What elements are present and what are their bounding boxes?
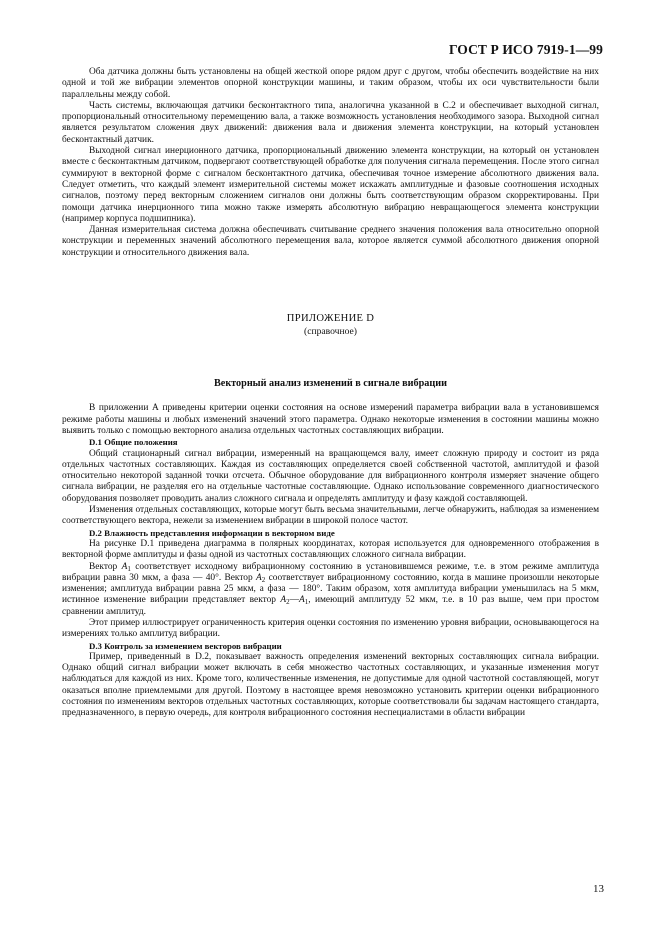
intro-paragraph: Часть системы, включающая датчики бесконтактного типа, аналогична указанной в С.2 и обеспечивает выходной сигнал, пропорциональный относительному перемещению вала, а также возможность установления необходимого зазора. Выходной сигнал является результатом сложения двух движений: движения вала и движения элемента конструкции, на который установлен бесконтактный датчик. [62, 100, 599, 145]
d3-heading: D.3 Контроль за изменением векторов вибрации [89, 640, 282, 651]
intro-paragraph: Данная измерительная система должна обеспечивать считывание среднего значения положения вала относительно опорной конструкции и переменных значений абсолютного перемещения вала, которое является суммой абсолютного движения опорной конструкции и относительного движения вала. [62, 225, 599, 258]
d2-paragraph: На рисунке D.1 приведена диаграмма в полярных координатах, которая используется для одновременного отображения в векторной форме амплитуды и фазы одной из частотных составляющих сложного сигнала вибрации. [62, 538, 599, 561]
d3-paragraph: Пример, приведенный в D.2, показывает важность определения изменений векторных составляющих сигнала вибрации. Однако общий сигнал вибрации может включать в себя множество частотных составляющих, и указанные изменения могут наблюдаться для каждой из них. Кроме того, количественные изменения, не допустимые для одной частотной составляющей, могут оказаться вполне приемлемыми для другой. Поэтому в настоящее время невозможно установить критерии оценки вибрационного состояния по изменениям векторов отдельных частотных составляющих, которые соответствовали бы задачам настоящего стандарта, предназначенного, в первую очередь, для контроля вибрационного состояния неспециалистами в области вибрации [62, 651, 599, 719]
page-number: 13 [593, 883, 604, 895]
d1-paragraph: Общий стационарный сигнал вибрации, измеренный на вращающемся валу, имеет сложную природу и состоит из ряда отдельных частотных составляющих. Каждая из составляющих определяется своей собственной частотой, амплитудой и фазой относительно некоторой заданной точки отсчета. Обычное оборудование для вибрационного контроля измеряет значение общего сигнала вибрации, не разделяя его на отдельные частотные составляющие. Однако использование современного диагностического оборудования позволяет проводить анализ сложного сигнала и определять амплитуду и фазу каждой составляющей. [62, 448, 599, 504]
d2-paragraph: Этот пример иллюстрирует ограниченность критерия оценки состояния по изменению уровня вибрации, основывающегося на измерениях только амплитуд вибрации. [62, 617, 599, 640]
d2-text: Вектор [89, 561, 122, 572]
vector-symbol: A [298, 595, 305, 606]
appendix-heading [62, 313, 599, 338]
vector-symbol: A [280, 595, 287, 606]
appendix-subtitle: (справочное) [304, 325, 357, 337]
vector-subscript: 2 [261, 575, 266, 584]
vector-subscript: 1 [127, 564, 131, 573]
appendix-title: ПРИЛОЖЕНИЕ D [286, 313, 375, 325]
intro-paragraph: Оба датчика должны быть установлены на общей жесткой опоре рядом друг с другом, чтобы обеспечить воздействие на них одной и той же вибрации элементов опорной конструкции машины, и таким образом, чтобы их оси чувствительности были параллельны между собой. [62, 67, 599, 100]
d1-paragraph: Изменения отдельных составляющих, которые могут быть весьма значительными, легче обнаружить, наблюдая за изменением соответствующего вектора, нежели за изменением вибрации в широкой полосе частот. [62, 505, 599, 527]
d2-text: соответствует вибрационному состоянию, когда в машине произошли некоторые изменения; амплитуда вибрации равна 25 мкм, а фаза — 180°. Таким образом, хотя амплитуда вибрации уменьшилась на 5 мкм, истинное изменение вибрации представляет вектор [62, 572, 599, 606]
vector-symbol: A [121, 561, 128, 572]
d2-text: , имеющий амплитуду 52 мкм, т.е. в 10 раз выше, чем при простом сравнении амплитуд. [62, 595, 599, 617]
vector-subscript: 1 [304, 598, 309, 607]
standard-header: ГОСТ Р ИСО 7919-1—99 [448, 42, 603, 57]
d2-text: соответствует исходному вибрационному состоянию в установившемся режиме, т.е. в этом режиме амплитуда вибрации равна 30 мкм, а фаза — 40°. Вектор [62, 561, 599, 583]
intro-paragraph: Выходной сигнал инерционного датчика, пропорциональный движению элемента конструкции, на который он установлен вместе с бесконтактным датчиком, подвергают соответствующей обработке для получения сигнала перемещения. После этого сигнал суммируют в векторной форме с сигналом бесконтактного датчика, обеспечивая точное измерение абсолютного движения вала. Следует отметить, что каждый элемент измерительной системы может искажать амплитудные и фазовые соотношения исходных сигналов, поэтому перед векторным сложением сигналов они должны быть соответствующим образом скорректированы. При помощи датчика инерционного типа можно также измерять абсолютную вибрацию невращающегося элемента конструкции (например корпуса подшипника). [62, 146, 599, 224]
page-content [62, 67, 599, 720]
section-intro-paragraph: В приложении А приведены критерии оценки состояния на основе измерений параметра вибрации вала в установившемся режиме работы машины и любых изменений значений этого параметра. Однако некоторые изменения в состоянии машины можно выявить только с помощью векторного анализа отдельных частотных составляющих вибрации. [62, 403, 599, 436]
d2-vector-paragraph [62, 562, 599, 618]
d1-heading: D.1 Общие положения [89, 437, 178, 448]
section-title: Векторный анализ изменений в сигнале вибрации [214, 378, 447, 390]
vector-minus: — [289, 595, 299, 606]
d2-heading: D.2 Влажность представления информации в векторном виде [89, 527, 335, 538]
vector-subscript: 2 [286, 598, 290, 607]
vector-symbol: A [256, 572, 262, 583]
